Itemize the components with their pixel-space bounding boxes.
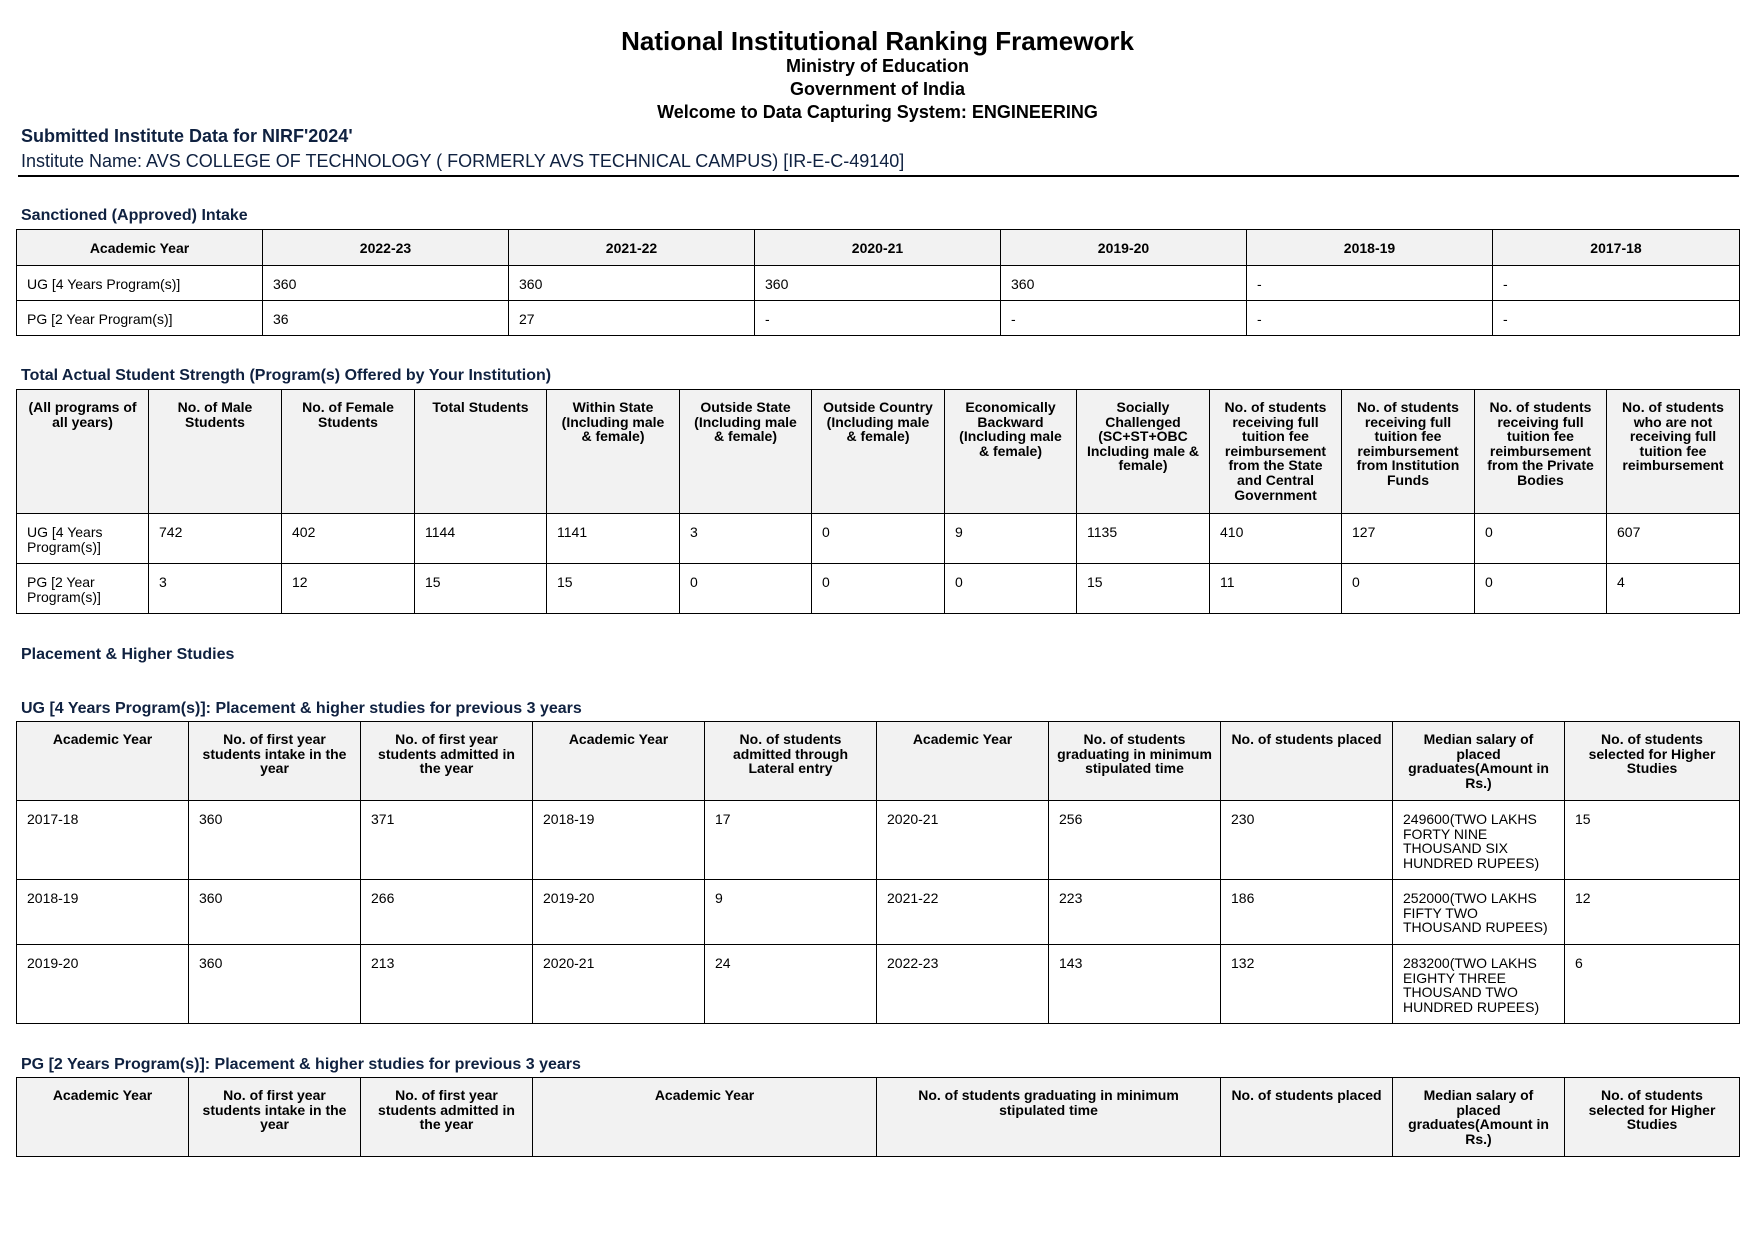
table-row <box>17 564 1740 614</box>
table-cell: 15 <box>1565 801 1740 880</box>
table-cell: 36 <box>263 301 509 336</box>
intake-header-cell: Academic Year <box>17 230 263 266</box>
table-cell: 27 <box>509 301 755 336</box>
table-cell: 4 <box>1607 564 1740 614</box>
strength-header-cell: No. of students receiving full tuition fee reimbursement from the State and Central Government <box>1210 390 1342 514</box>
table-cell: 402 <box>282 514 415 564</box>
table-cell: 266 <box>361 880 533 945</box>
ug-placement-header-cell: No. of students placed <box>1221 722 1393 801</box>
table-cell: 0 <box>680 564 812 614</box>
table-row <box>17 301 1740 336</box>
pg-placement-header-cell: Academic Year <box>533 1078 877 1157</box>
table-cell: 0 <box>812 564 945 614</box>
table-cell: 2017-18 <box>17 801 189 880</box>
welcome-category: ENGINEERING <box>971 102 1098 122</box>
table-cell: UG [4 Years Program(s)] <box>17 266 263 301</box>
ug-placement-header-row <box>17 722 1740 801</box>
table-cell: 371 <box>361 801 533 880</box>
table-cell: 2018-19 <box>17 880 189 945</box>
pg-placement-header-cell: No. of students placed <box>1221 1078 1393 1157</box>
ug-placement-header-cell: No. of students selected for Higher Studies <box>1565 722 1740 801</box>
table-row <box>17 266 1740 301</box>
strength-header-cell: No. of students receiving full tuition fee reimbursement from Institution Funds <box>1342 390 1475 514</box>
pg-placement-header-cell: Median salary of placed graduates(Amount in Rs.) <box>1393 1078 1565 1157</box>
strength-table <box>16 389 1740 614</box>
table-cell: 17 <box>705 801 877 880</box>
table-cell: 0 <box>945 564 1077 614</box>
table-cell: - <box>1493 301 1740 336</box>
intake-heading: Sanctioned (Approved) Intake <box>21 207 248 224</box>
strength-header-cell: No. of Female Students <box>282 390 415 514</box>
table-cell: 0 <box>1475 564 1607 614</box>
table-cell: UG [4 Years Program(s)] <box>17 514 149 564</box>
table-cell: PG [2 Year Program(s)] <box>17 301 263 336</box>
intake-header-row <box>17 230 1740 266</box>
table-cell: - <box>1247 301 1493 336</box>
table-row <box>17 945 1740 1024</box>
placement-heading: Placement & Higher Studies <box>21 646 235 663</box>
table-cell: 11 <box>1210 564 1342 614</box>
table-cell: - <box>1247 266 1493 301</box>
table-cell: 132 <box>1221 945 1393 1024</box>
table-cell: - <box>1001 301 1247 336</box>
table-cell: 283200(TWO LAKHS EIGHTY THREE THOUSAND TWO HUNDRED RUPEES) <box>1393 945 1565 1024</box>
table-cell: 127 <box>1342 514 1475 564</box>
ug-placement-header-cell: No. of students graduating in minimum stipulated time <box>1049 722 1221 801</box>
government-name: Government of India <box>789 79 966 99</box>
table-cell: 360 <box>189 801 361 880</box>
strength-header-cell: (All programs of all years) <box>17 390 149 514</box>
table-cell: 6 <box>1565 945 1740 1024</box>
strength-header-cell: No. of Male Students <box>149 390 282 514</box>
table-row <box>17 801 1740 880</box>
intake-header-cell: 2017-18 <box>1493 230 1740 266</box>
intake-header-cell: 2021-22 <box>509 230 755 266</box>
strength-header-cell: Economically Backward (Including male & female) <box>945 390 1077 514</box>
table-cell: 607 <box>1607 514 1740 564</box>
intake-header-cell: 2019-20 <box>1001 230 1247 266</box>
intake-table <box>16 229 1740 336</box>
table-cell: - <box>755 301 1001 336</box>
pg-placement-header-cell: No. of first year students admitted in the year <box>361 1078 533 1157</box>
table-cell: 252000(TWO LAKHS FIFTY TWO THOUSAND RUPEES) <box>1393 880 1565 945</box>
table-cell: 15 <box>547 564 680 614</box>
ug-placement-header-cell: No. of students admitted through Lateral entry <box>705 722 877 801</box>
table-cell: 2021-22 <box>877 880 1049 945</box>
strength-heading: Total Actual Student Strength (Program(s) Offered by Your Institution) <box>21 367 552 384</box>
table-cell: 249600(TWO LAKHS FORTY NINE THOUSAND SIX HUNDRED RUPEES) <box>1393 801 1565 880</box>
intake-header-cell: 2022-23 <box>263 230 509 266</box>
table-cell: 143 <box>1049 945 1221 1024</box>
table-cell: 0 <box>812 514 945 564</box>
table-cell: 2020-21 <box>877 801 1049 880</box>
table-cell: 360 <box>263 266 509 301</box>
ug-placement-header-cell: Academic Year <box>877 722 1049 801</box>
pg-placement-header-cell: No. of first year students intake in the year <box>189 1078 361 1157</box>
table-cell: 9 <box>945 514 1077 564</box>
welcome-prefix: Welcome to Data Capturing System: <box>657 102 972 122</box>
table-cell: 0 <box>1342 564 1475 614</box>
table-row <box>17 880 1740 945</box>
ug-placement-header-cell: Academic Year <box>17 722 189 801</box>
intake-header-cell: 2020-21 <box>755 230 1001 266</box>
table-cell: 213 <box>361 945 533 1024</box>
table-cell: 186 <box>1221 880 1393 945</box>
table-cell: 3 <box>680 514 812 564</box>
table-cell: 2020-21 <box>533 945 705 1024</box>
table-cell: 256 <box>1049 801 1221 880</box>
intake-header-cell: 2018-19 <box>1247 230 1493 266</box>
table-cell: 360 <box>189 880 361 945</box>
table-cell: 2022-23 <box>877 945 1049 1024</box>
submitted-heading: Submitted Institute Data for NIRF'2024' <box>21 126 353 146</box>
pg-placement-table <box>16 1077 1740 1157</box>
pg-placement-header-cell: Academic Year <box>17 1078 189 1157</box>
table-cell: PG [2 Year Program(s)] <box>17 564 149 614</box>
pg-placement-heading: PG [2 Years Program(s)]: Placement & higher studies for previous 3 years <box>21 1056 581 1073</box>
table-cell: 2018-19 <box>533 801 705 880</box>
table-cell: 12 <box>282 564 415 614</box>
table-row <box>17 514 1740 564</box>
table-cell: 2019-20 <box>17 945 189 1024</box>
strength-header-cell: Outside Country (Including male & female) <box>812 390 945 514</box>
table-cell: 12 <box>1565 880 1740 945</box>
table-cell: 360 <box>755 266 1001 301</box>
page-title: National Institutional Ranking Framework <box>621 26 1134 56</box>
table-cell: 1141 <box>547 514 680 564</box>
pg-placement-header-cell: No. of students graduating in minimum stipulated time <box>877 1078 1221 1157</box>
table-cell: 223 <box>1049 880 1221 945</box>
table-cell: 1144 <box>415 514 547 564</box>
table-cell: 410 <box>1210 514 1342 564</box>
table-cell: 2019-20 <box>533 880 705 945</box>
table-cell: 230 <box>1221 801 1393 880</box>
ministry-name: Ministry of Education <box>785 56 969 76</box>
strength-header-row <box>17 390 1740 514</box>
strength-header-cell: Total Students <box>415 390 547 514</box>
pg-placement-header-cell: No. of students selected for Higher Studies <box>1565 1078 1740 1157</box>
welcome-line <box>0 102 1755 123</box>
institute-name: Institute Name: AVS COLLEGE OF TECHNOLOGY ( FORMERLY AVS TECHNICAL CAMPUS) [IR-E-C-49140] <box>21 151 905 171</box>
table-cell: 360 <box>189 945 361 1024</box>
strength-header-cell: Outside State (Including male & female) <box>680 390 812 514</box>
table-cell: 0 <box>1475 514 1607 564</box>
table-cell: 24 <box>705 945 877 1024</box>
table-cell: 15 <box>415 564 547 614</box>
ug-placement-header-cell: No. of first year students intake in the year <box>189 722 361 801</box>
header-divider <box>18 175 1739 177</box>
strength-header-cell: No. of students who are not receiving full tuition fee reimbursement <box>1607 390 1740 514</box>
table-cell: 3 <box>149 564 282 614</box>
table-cell: 15 <box>1077 564 1210 614</box>
table-cell: 1135 <box>1077 514 1210 564</box>
table-cell: - <box>1493 266 1740 301</box>
pg-placement-header-row <box>17 1078 1740 1157</box>
table-cell: 360 <box>509 266 755 301</box>
strength-header-cell: Within State (Including male & female) <box>547 390 680 514</box>
strength-header-cell: Socially Challenged (SC+ST+OBC Including male & female) <box>1077 390 1210 514</box>
strength-header-cell: No. of students receiving full tuition fee reimbursement from the Private Bodies <box>1475 390 1607 514</box>
table-cell: 742 <box>149 514 282 564</box>
ug-placement-header-cell: Median salary of placed graduates(Amount in Rs.) <box>1393 722 1565 801</box>
ug-placement-header-cell: No. of first year students admitted in the year <box>361 722 533 801</box>
ug-placement-table <box>16 721 1740 1024</box>
ug-placement-header-cell: Academic Year <box>533 722 705 801</box>
table-cell: 360 <box>1001 266 1247 301</box>
ug-placement-heading: UG [4 Years Program(s)]: Placement & higher studies for previous 3 years <box>21 700 582 717</box>
table-cell: 9 <box>705 880 877 945</box>
